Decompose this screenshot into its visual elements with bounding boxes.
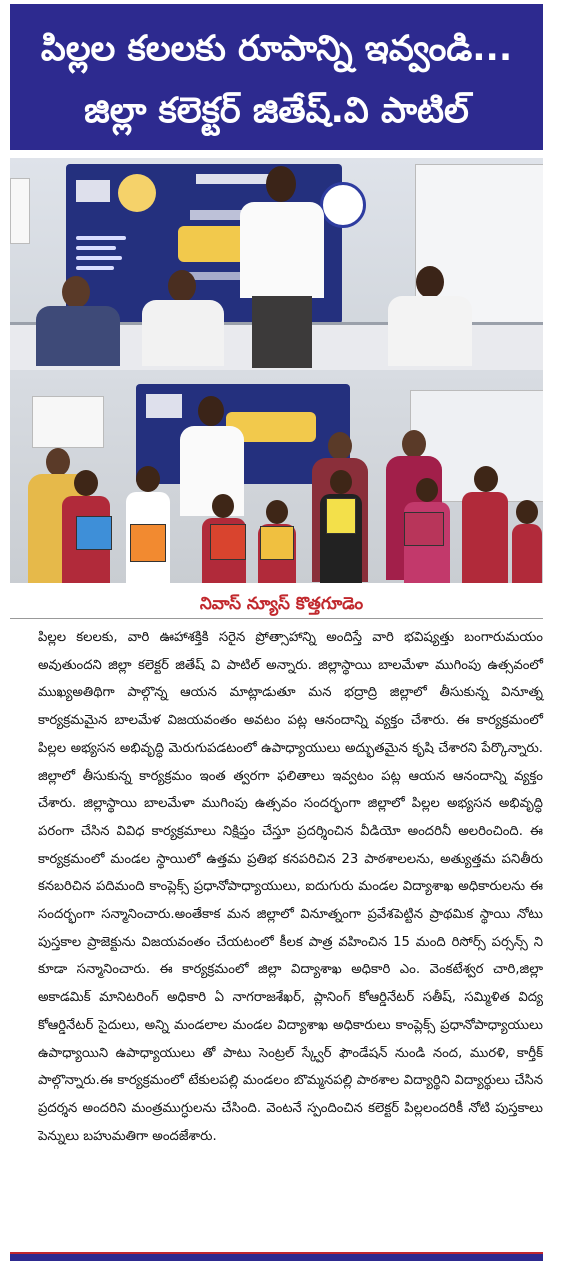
official-left — [28, 276, 128, 366]
nava-poster — [32, 396, 104, 448]
article-paragraph: పిల్లల కలలకు, వారి ఊహాశక్తికి సరైన ప్రోత్సాహాన్ని అందిస్తే వారి భవిష్యత్తు బంగారుమయం అవుతుందని జిల్లా కలెక్టర్ జితేష్ వి పాటిల్ అన్నారు. జిల్లాస్థాయి బాలమేళా ముగింపు ఉత్సవంలో ముఖ్యఅతిథిగా పాల్గొన్న ఆయన మాట్లాడుతూ మన భద్రాద్రి జిల్లాలో తీసుకున్న వినూత్న కార్యక్రమమైన బాలమేళ విజయవంతం అవటం పట్ల ఆనందాన్ని వ్యక్తం చేశారు. ఈ కార్యక్రమంలో పిల్లల అభ్యసన అభివృద్ధి మెరుగుపడటంలో ఉపాధ్యాయులు అద్భుతమైన కృషి చేశారని పేర్కొన్నారు. జిల్లాలో తీసుకున్న కార్యక్రమం ఇంత త్వరగా ఫలితాలు ఇవ్వటం పట్ల ఆయన ఆనందాన్ని వ్యక్తం చేశారు. జిల్లాస్థాయి బాలమేళా ముగింపు ఉత్సవం సందర్భంగా జిల్లాలో పిల్లల అభ్యసన అభివృద్ధి పరంగా చేసిన వివిధ కార్యక్రమాలు నిక్షిప్తం చేస్తూ ప్రదర్శించిన వీడియో అందరినీ అలరించింది. ఈ కార్యక్రమంలో మండల స్థాయిలో ఉత్తమ ప్రతిభ కనపరిచిన 23 పాఠశాలలను, అత్యుత్తమ పనితీరు కనబరిచిన పదిమంది కాంప్లెక్స్ ప్రధానోపాధ్యాయులు, ఐదుగురు మండల విద్యాశాఖ అధికారులను ఈ సందర్భంగా సన్మానించారు.అంతేకాక మన జిల్లాలో వినూత్నంగా ప్రవేశపెట్టిన ప్రాథమిక స్థాయి నోటు పుస్తకాల ప్రాజెక్టును విజయవంతం చేయటంలో కీలక పాత్ర వహించిన 15 మంది రిసోర్స్ పర్సన్స్ ని కూడా సన్మానించారు. ఈ కార్యక్రమంలో జిల్లా విద్యాశాఖ అధికారి ఎం. వెంకటేశ్వర చారి,జిల్లా అకాడమిక్ మానిటరింగ్ అధికారి ఏ నాగరాజశేఖర్, ప్లానింగ్ కోఆర్డినేటర్ సతీష్, సమ్మిళిత విద్య కోఆర్డినేటర్ సైదులు, అన్ని మండలాల మండల విద్యాశాఖ అధికారులు కాంప్లెక్స్ ప్రధానోపాధ్యాయులు ఉపాధ్యాయిని ఉపాధ్యాయులు తో పాటు సెంట్రల్ స్క్వేర్ ఫౌండేషన్ నుండి నంద, మురళి, కార్తీక్ పాల్గొన్నారు.ఈ కార్యక్రమంలో టేకులపల్లి మండలం బొమ్మనపల్లి పాఠశాల విద్యార్థిని విద్యార్థులు చేసిన ప్రదర్శన అందరిని మంత్రముగ్ధులను చేసింది. వెంటనే స్పందించిన కలెక్టర్ పిల్లలందరికీ నోటి పుస్తకాలు పెన్నులు బహుమతిగా అందజేశారు. — [38, 630, 543, 1144]
child — [458, 466, 512, 583]
child — [400, 478, 454, 583]
byline-divider — [10, 618, 543, 619]
child — [56, 470, 116, 583]
child — [254, 500, 300, 583]
bottom-rule — [10, 1252, 543, 1261]
child — [510, 500, 543, 583]
child — [196, 494, 252, 583]
collector-speaking — [232, 162, 332, 368]
official-center — [138, 270, 228, 366]
child — [120, 466, 176, 583]
event-photo-stage — [10, 158, 543, 370]
headline-banner — [10, 4, 543, 150]
byline: నివాస్ న్యూస్ కొత్తగూడెం — [199, 594, 364, 614]
headline-line-1: పిల్లల కలలకు రూపాన్ని ఇవ్వండి... — [40, 29, 513, 69]
wall-notice — [10, 178, 30, 244]
official-right — [382, 266, 478, 366]
article-body — [38, 624, 543, 1150]
event-photo-group — [10, 370, 543, 583]
headline-line-2: జిల్లా కలెక్టర్ జితేష్.వి పాటిల్ — [84, 91, 469, 131]
child — [316, 470, 366, 583]
